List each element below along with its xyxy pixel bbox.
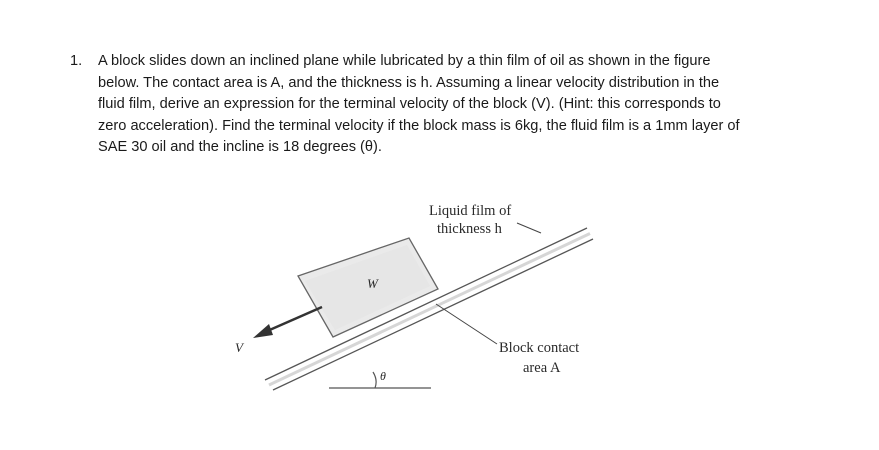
problem-text	[98, 51, 798, 159]
problem-line-2: below. The contact area is A, and the thickness is h. Assuming a linear velocity distribution in the	[98, 74, 720, 91]
problem-line-4: zero acceleration). Find the terminal velocity if the block mass is 6kg, the fluid film is a 1mm layer of	[98, 117, 740, 134]
velocity-arrow	[253, 307, 322, 338]
contact-leader-line	[436, 304, 497, 344]
problem-number: 1.	[70, 53, 83, 69]
film-leader-line	[517, 223, 541, 233]
block-contact-label	[499, 338, 579, 378]
liquid-film-label	[429, 202, 511, 238]
angle-label: θ	[380, 369, 386, 383]
block-contact-symbol: A	[549, 360, 561, 376]
block-contact-label-line1: Block contact	[499, 340, 580, 356]
weight-label: W	[367, 276, 378, 291]
problem-line-3: fluid film, derive an expression for the terminal velocity of the block (V). (Hint: this corresponds to	[98, 96, 721, 113]
block-contact-label-line2: area	[523, 360, 548, 376]
liquid-film-label-line1: Liquid film of	[429, 203, 512, 219]
incline-diagram	[225, 190, 625, 420]
problem-line-5: SAE 30 oil and the incline is 18 degrees (θ).	[98, 139, 382, 156]
velocity-label: V	[235, 340, 243, 355]
liquid-film-label-line2: thickness	[437, 221, 491, 237]
inclined-plane-figure	[225, 190, 625, 420]
problem-line-1: A block slides down an inclined plane while lubricated by a thin film of oil as shown in the figure	[98, 53, 711, 69]
liquid-film-symbol: h	[494, 221, 502, 237]
